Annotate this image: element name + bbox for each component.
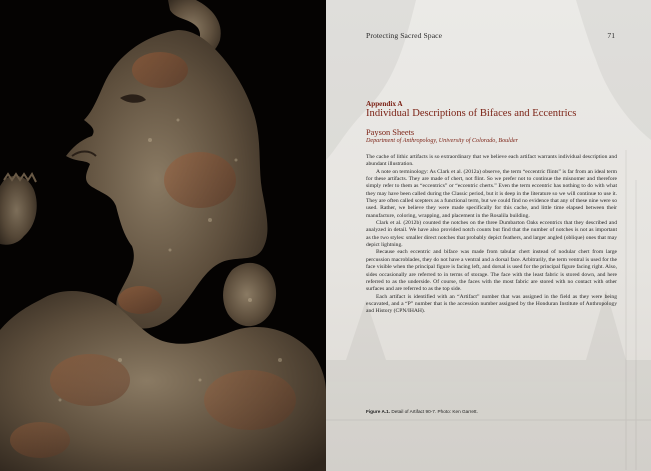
appendix-title: Individual Descriptions of Bifaces and Eccentrics [366,108,577,119]
paragraph: Clark et al. (2012b) counted the notches on the three Dumbarton Oaks eccentrics that they described and analyzed in detail. We have also provided notch counts but find that the number of notches is not as important as the two styles: smaller direct notches that probably depict feathers, and larger angled (oblique) ones that may depict lightning. [366,220,617,249]
running-head: Protecting Sacred Space [366,31,443,40]
author-affiliation: Department of Anthropology, University of Colorado, Boulder [366,138,518,144]
page-number: 71 [607,31,615,40]
author-name: Payson Sheets [366,128,415,137]
paragraph: A note on terminology: As Clark et al. (2012a) observe, the term “eccentric flints” is far from an ideal term for these artifacts. They are made of chert, not flint. So we prefer not to continue the misnomer and therefore simply refer to them as “eccentrics” or “eccentric cherts.” Even the term eccentric has nothing to do with what they may have been called during the Classic period, but it is deep in the literature so we will continue to use it. They are often called scepters as a functional term, but we could find no evidence that any of these nine were so used. Rather, we believe they were made specifically for this cache, and little time elapsed between their manufacture, coloring, wrapping, and placement in the Rosalila building. [366,168,617,219]
figure-caption [366,409,478,414]
body-text [366,154,617,316]
figure-caption-label: Figure A.1. [366,409,391,414]
figure-caption-text: Detail of Artifact 90-7. Photo: Ken Garrett. [391,409,478,414]
text-page [326,0,651,471]
paragraph: Each artifact is identified with an “Artifact” number that was assigned in the field as they were being excavated, and a “P” number that is the accession number assigned by the Honduran Institute of Anthropology and History (CPN/IHAH). [366,293,617,315]
paragraph: The cache of lithic artifacts is so extraordinary that we believe each artifact warrants individual description and abundant illustration. [366,154,617,168]
paragraph: Because each eccentric and biface was made from tabular chert instead of nodular chert from large percussion macroblades, they do not have a ventral and a dorsal face. Arbitrarily, the term ventral is used for the face visible when the principal figure is facing left, and dorsal is used for the principal figure facing right. Also, sides occasionally are referred to in terms of storage. The face with the least fabric is stored down, and here referred to as the underside. Of course, the faces with the most fabric are stored with no contact with other surfaces and are referred to as the top side. [366,249,617,293]
appendix-label: Appendix A [366,100,403,108]
